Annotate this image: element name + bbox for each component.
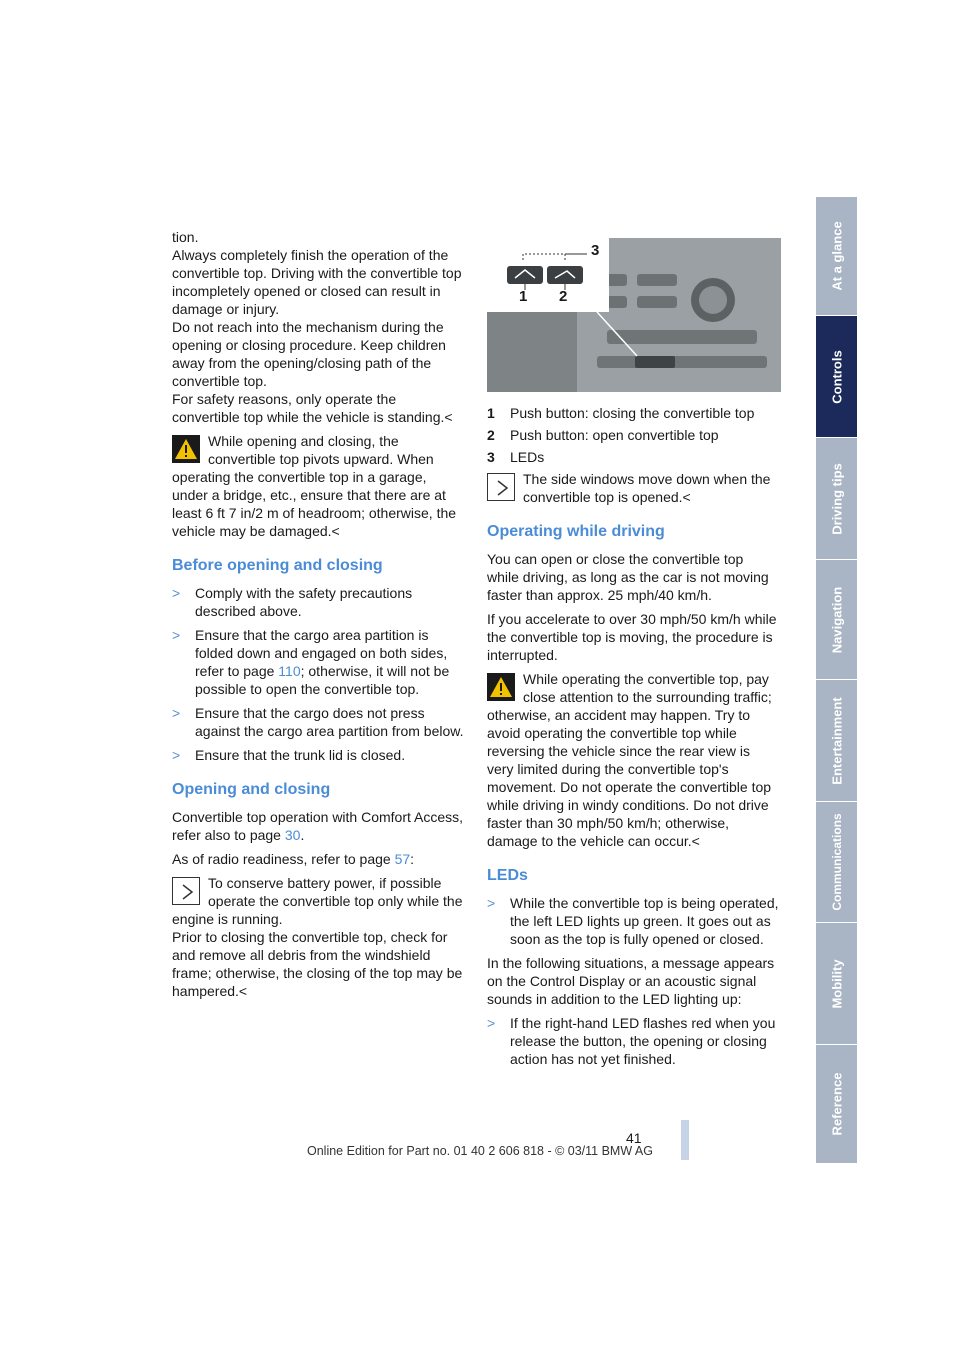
item-number: 2 (487, 427, 495, 443)
bullet-mark: > (487, 895, 496, 911)
note-text: To conserve battery power, if possible operate the convertible top only while the engine is running. (172, 875, 463, 927)
tab-controls[interactable] (816, 316, 857, 438)
figure-label-1: 1 (519, 288, 528, 305)
page-link-110[interactable]: 110 (278, 663, 301, 679)
leds-paragraph: In the following situations, a message appears on the Control Display or an acoustic signal sounds in addition to the LED lighting up: (487, 955, 775, 1007)
intro-line: tion. (172, 229, 199, 245)
item-text: LEDs (510, 449, 545, 465)
bullet-text: ; otherwise, it will not be possible to open the convertible top. (195, 663, 450, 697)
tab-label: Reference (829, 1072, 844, 1136)
footer-edition: Online Edition for Part no. 01 40 2 606 818 - © 03/11 BMW AG (307, 1144, 653, 1158)
intro-line: For safety reasons, only operate the convertible top while the vehicle is standing.< (172, 391, 453, 425)
list-item (172, 584, 464, 620)
item-number: 1 (487, 405, 495, 421)
warning-text: While operating the convertible top, pay close attention to the surrounding traffic; otherwise, an accident may happen. Try to avoid operating the convertible top while reversing the vehicle since the rear view is very limited during the convertible top's movement. Do not operate the convertible top while driving in windy conditions. Do not drive faster than 30 mph/50 km/h; otherwise, damage to the vehicle can occur.< (487, 671, 772, 849)
page-number: 41 (626, 1130, 642, 1146)
list-item (487, 404, 779, 422)
tab-mobility[interactable] (816, 923, 857, 1045)
list-item (487, 894, 779, 948)
intro-text (172, 228, 464, 426)
warning-icon (172, 435, 200, 463)
warning-note-traffic (487, 670, 779, 850)
tab-label: Entertainment (829, 696, 844, 785)
tab-label: Navigation (829, 586, 844, 653)
text: As of radio readiness, refer to page (172, 851, 395, 867)
bullet-mark: > (487, 1015, 496, 1031)
bullet-text: Ensure that the cargo area partition is folded down and engaged on both sides, refer to page (195, 627, 448, 679)
figure-label-3: 3 (591, 242, 600, 259)
bullet-text: Comply with the safety precautions described above. (195, 585, 413, 619)
figure-label-2: 2 (559, 288, 568, 305)
bullet-mark: > (172, 585, 181, 601)
tab-label: Communications (829, 813, 844, 911)
driving-paragraph: If you accelerate to over 30 mph/50 km/h while the convertible top is moving, the procedure is interrupted. (487, 611, 777, 663)
intro-line: Always completely finish the operation of the convertible top. Driving with the convertible top incompletely opened or closed can result in damage or injury. (172, 247, 462, 317)
warning-note-headroom (172, 432, 464, 540)
item-text: Push button: closing the convertible top (510, 405, 755, 421)
page-link-30[interactable]: 30 (284, 827, 301, 843)
info-note-side-windows (487, 470, 779, 506)
text: . (300, 827, 305, 843)
note-arrow-icon (487, 473, 515, 501)
list-item (487, 426, 779, 444)
bullet-mark: > (172, 747, 181, 763)
bullet-mark: > (172, 627, 181, 643)
heading-before-opening: Before opening and closing (172, 557, 383, 574)
list-item (487, 1014, 779, 1068)
comfort-access-text (172, 808, 464, 844)
heading-opening-closing: Opening and closing (172, 781, 331, 798)
tab-label: At a glance (829, 221, 844, 291)
intro-line: Do not reach into the mechanism during the opening or closing procedure. Keep children away from the opening/closing path of the convertible top. (172, 319, 446, 389)
page-link-57[interactable]: 57 (394, 851, 411, 867)
tab-communications[interactable] (816, 802, 857, 923)
tab-label: Mobility (829, 958, 844, 1009)
chapter-sidebar (816, 197, 857, 1164)
note-text: The side windows move down when the convertible top is opened.< (523, 471, 771, 505)
tab-entertainment[interactable] (816, 680, 857, 802)
info-note-battery (172, 874, 464, 1000)
item-text: Push button: open convertible top (510, 427, 719, 443)
left-column (172, 228, 464, 1008)
note-text: Prior to closing the convertible top, check for and remove all debris from the windshield frame; otherwise, the closing of the top may be hampered.< (172, 929, 463, 999)
warning-icon (487, 673, 515, 701)
tab-driving-tips[interactable] (816, 438, 857, 560)
warning-text: While opening and closing, the convertible top pivots upward. When operating the convertible top in a garage, under a bridge, etc., ensure that there are at least 6 ft 7 in/2 m of headroom; otherwise, the vehicle may be damaged.< (172, 433, 457, 539)
list-item (487, 448, 779, 466)
bullet-text: While the convertible top is being operated, the left LED lights up green. It goes out as soon as the top is fully opened or closed. (510, 895, 779, 947)
list-item (172, 704, 464, 740)
console-figure (487, 238, 781, 392)
text: : (410, 851, 415, 867)
tab-at-a-glance[interactable] (816, 197, 857, 316)
text: Convertible top operation with Comfort Access, refer also to page (172, 809, 464, 843)
list-item (172, 626, 464, 698)
tab-label: Driving tips (829, 462, 844, 535)
list-item (172, 746, 464, 764)
radio-readiness-text (172, 850, 464, 868)
heading-operating-while-driving: Operating while driving (487, 523, 665, 540)
bullet-mark: > (172, 705, 181, 721)
bullet-text: Ensure that the cargo does not press against the cargo area partition from below. (195, 705, 464, 739)
tab-label: Controls (829, 349, 844, 404)
bullet-text: If the right-hand LED flashes red when you release the button, the opening or closing action has not yet finished. (510, 1015, 776, 1067)
note-arrow-icon (172, 877, 200, 905)
driving-paragraph: You can open or close the convertible top while driving, as long as the car is not moving faster than approx. 25 mph/40 km/h. (487, 551, 769, 603)
heading-leds: LEDs (487, 867, 528, 884)
convertible-top-buttons-image (487, 238, 781, 392)
bullet-text: Ensure that the trunk lid is closed. (195, 747, 406, 763)
right-column (487, 228, 779, 1074)
tab-navigation[interactable] (816, 560, 857, 680)
item-number: 3 (487, 449, 495, 465)
